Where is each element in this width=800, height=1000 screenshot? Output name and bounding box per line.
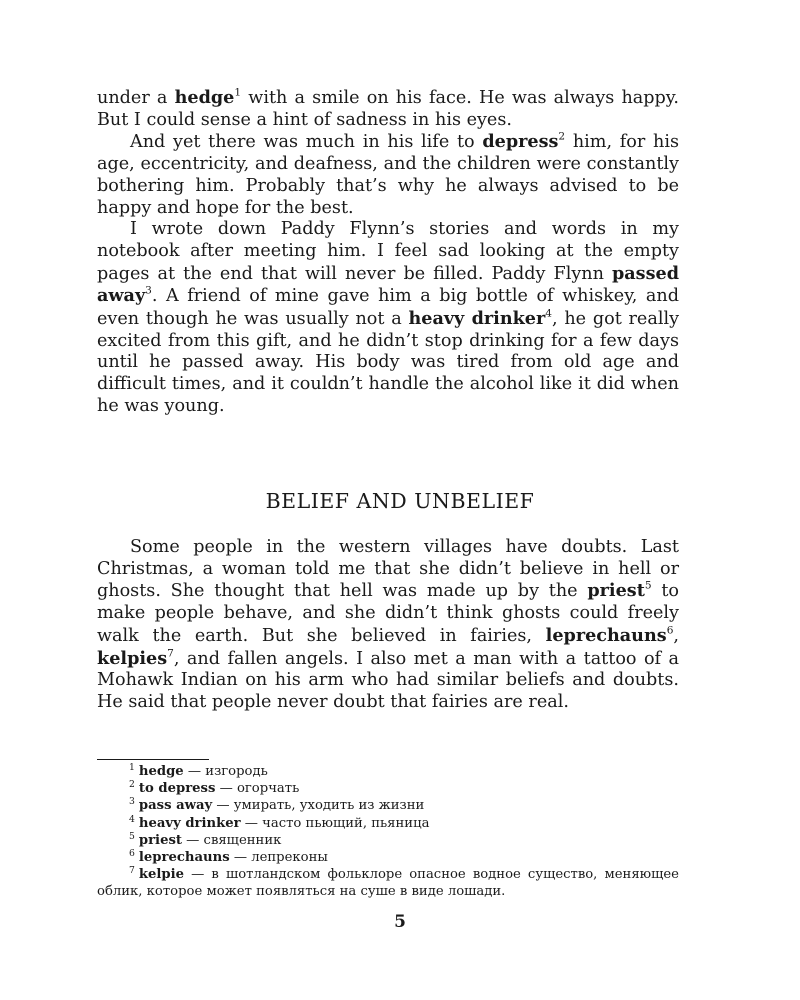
footnote-marker: 4 [545,307,552,320]
text-run: . A friend of mine gave him a big bottle of whiskey, and even though he was usually not a [97,286,679,330]
footnotes [97,763,679,901]
footnote-term: kelpie [138,867,185,883]
text-run: him, for his age, eccentricity, and deafness, and the children were constantly bothering him. Probably that’s why he always advised to be happy and hope for the best. [97,132,679,218]
footnote-number: 4 [129,813,135,825]
footnote-item [97,832,679,849]
footnote-term: to depress [138,781,216,797]
footnote-term: hedge [138,764,184,779]
footnote-number: 3 [129,796,135,808]
footnote-item [97,866,679,900]
footnote-item [97,815,679,832]
paragraph [97,131,679,219]
footnote-definition: — лепреконы [229,850,328,866]
vocab-term: depress [482,131,559,153]
text-run: , and fallen angels. I also met a man with a tattoo of a Mohawk Indian on his arm who had similar beliefs and doubts. He said that people never doubt that fairies are real. [97,648,679,712]
footnote-marker: 2 [558,131,566,144]
text-run: And yet there was much in his life to [130,132,483,153]
footnote-definition: — огорчать [215,781,300,797]
text-run: under a [97,88,175,108]
text-run: with a smile on his face. He was always happy. But I could sense a hint of sadness in his eyes. [97,88,680,130]
section-heading: BELIEF AND UNBELIEF [265,489,535,513]
footnote-marker: 5 [644,580,652,593]
text-run: I wrote down Paddy Flynn’s stories and words in my notebook after meeting him. I feel sad looking at the empty pages at the end that will never be filled. Paddy Flynn [97,219,679,284]
footnote-definition: — изгородь [183,764,268,779]
footnote-marker: 3 [145,284,152,297]
paragraph [97,537,679,714]
vocab-term: heavy drinker [408,308,546,330]
text-run: Some people in the western villages have doubts. Last Christmas, a woman told me that she didn’t believe in hell or ghosts. She thought that hell was made up by the [97,537,679,602]
footnote-definition: — часто пьющий, пьяница [240,815,430,831]
text-run: , he got really excited from this gift, and he didn’t stop drinking for a few days until he passed away. His body was tired from old age and difficult times, and it couldn’t handle the alcohol like it did when he was young. [97,309,680,416]
footnote-definition: — в шотландском фольклоре опасное водное существо, меняющее облик, которое может появляться на суше в виде лошади. [97,867,679,900]
footnote-term: heavy drinker [138,815,241,831]
page-number: 5 [394,912,406,932]
footnote-item [97,780,679,797]
footnote-item [97,797,679,814]
vocab-term: priest [587,580,645,602]
footnote-number: 7 [129,865,135,877]
footnote-item [97,849,679,866]
vocab-term: kelpies [97,647,168,669]
footnote-term: priest [138,832,182,848]
footnote-definition: — священник [181,832,282,848]
footnote-term: leprechauns [138,850,230,866]
footnote-definition: — умирать, уходить из жизни [212,798,425,814]
text-run: , [673,625,679,646]
footnote-item [97,763,679,780]
footnote-term: pass away [138,798,213,814]
footnote-marker: 6 [666,624,674,637]
text-run: to make people behave, and she didn’t think ghosts could freely walk the earth. But she believed in fairies, [97,581,679,646]
footnote-number: 1 [129,761,135,773]
footnote-marker: 7 [167,647,174,660]
paragraph [97,87,679,131]
paragraph [97,219,679,417]
section-text-block [97,537,679,714]
footnote-number: 6 [129,847,135,859]
vocab-term: passed away [97,262,679,307]
vocab-term: leprechauns [545,624,667,646]
footnote-marker: 1 [234,86,242,99]
vocab-term: hedge [174,87,235,108]
top-text-block [97,87,679,418]
footnote-divider [97,759,209,760]
footnote-number: 2 [129,779,135,791]
footnote-number: 5 [129,830,135,842]
